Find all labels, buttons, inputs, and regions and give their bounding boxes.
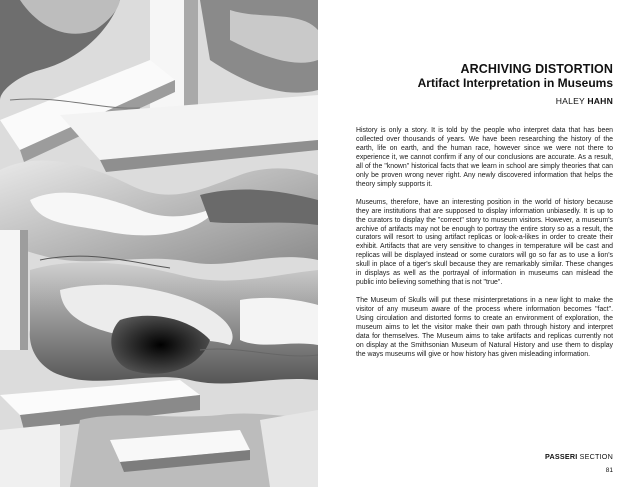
page-number: 81	[605, 467, 613, 474]
section-label	[545, 452, 613, 461]
title-subtitle: Artifact Interpretation in Museums	[417, 76, 613, 90]
article-title	[418, 62, 613, 90]
section-name-bold: PASSERI	[545, 452, 578, 461]
article-body	[356, 127, 613, 369]
author-byline	[556, 96, 613, 106]
paragraph-3: The Museum of Skulls will put these misinterpretations in a new light to make the visitor of any museum aware of the process where information becomes "fact". Using circulation and distorted forms to create an environment of exploration, the museum aims to let the visitor make their own path through history and interpret data for themselves. The Museum aims to take artifacts and replicas currently not on display at the Smithsonian Museum of Natural History and use them to display the ways museums will give or how history has given misleading information.	[356, 297, 613, 358]
distorted-forms-render	[0, 0, 318, 487]
author-first-name: HALEY	[555, 96, 585, 106]
section-name-rest: SECTION	[579, 452, 613, 461]
text-page	[318, 0, 640, 487]
render-illustration	[0, 0, 318, 487]
paragraph-1: History is only a story. It is told by the people who interpret data that has been collected over thousands of years. We have been researching the history of the earth, life on earth, and the human race, however since we were not there to experience it, we cannot confirm if any of our conclusions are accurate. As a result, all of the "known" historical facts that we learn in school are simply theories that can only be proven wrong never right. Any newly discovered information that helps the theory simply supports it.	[356, 127, 613, 188]
author-last-name: HAHN	[587, 96, 613, 106]
paragraph-2: Museums, therefore, have an interesting position in the world of history because they are institutions that are supposed to display information unbiasedly. It is up to the curators to display the "correct" story to museum visitors. However, a museum's archive of artifacts may not be enough to portray the entire story so as a result, the curators will resort to using artifact replicas or look-a-likes in order to create their exhibit. Artifacts that are very sensitive to changes in temperature will be cast and replicas will be displayed instead or some curators will go so far as to use a lion's skull in place of a tiger's skull because they are remarkably similar. These changes in displays as well as the portrayal of information in museums can mislead the public into believing something that is not "true".	[356, 198, 613, 287]
title-main: ARCHIVING DISTORTION	[460, 62, 613, 76]
